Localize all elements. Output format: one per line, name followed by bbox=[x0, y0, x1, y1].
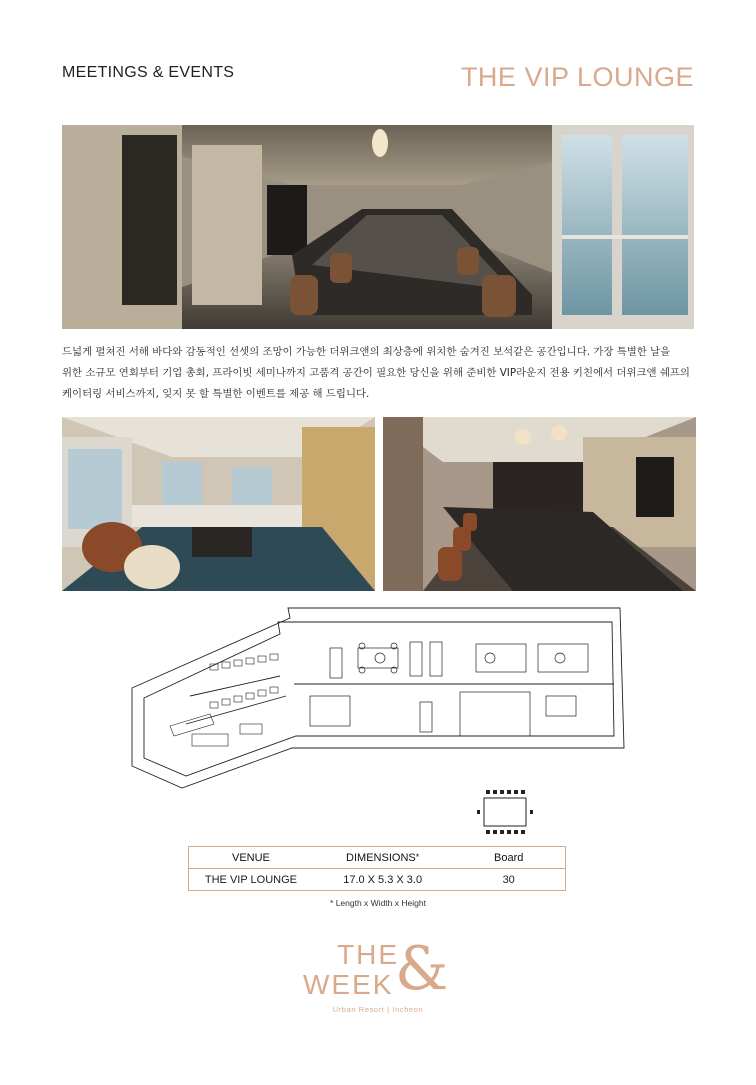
section-title: MEETINGS & EVENTS bbox=[62, 64, 235, 81]
dimensions-mark: * bbox=[415, 851, 420, 862]
logo-week: WEEK bbox=[303, 969, 394, 1000]
cell-dimensions: 17.0 X 5.3 X 3.0 bbox=[313, 869, 452, 891]
board-layout-icon bbox=[474, 788, 536, 836]
cell-board: 30 bbox=[452, 869, 565, 891]
venue-spec-table bbox=[188, 846, 566, 891]
brand-logo bbox=[0, 934, 756, 1006]
header-dimensions-label: DIMENSIONS bbox=[346, 851, 416, 864]
floor-plan bbox=[130, 606, 630, 791]
logo-ampersand: & bbox=[395, 934, 449, 1004]
description-line: 케이터링 서비스까지, 잊지 못 할 특별한 이벤트를 제공 해 드립니다. bbox=[62, 388, 370, 400]
header-venue: VENUE bbox=[189, 847, 313, 869]
table-header-row bbox=[189, 847, 566, 869]
logo-subtitle: Urban Resort | Incheon bbox=[332, 1005, 424, 1014]
hero-photo-lounge-dining bbox=[62, 125, 694, 329]
header-board: Board bbox=[452, 847, 565, 869]
venue-title: THE VIP LOUNGE bbox=[460, 62, 694, 92]
venue-description bbox=[62, 342, 696, 405]
header-dimensions bbox=[313, 847, 452, 869]
logo-the: THE bbox=[337, 939, 399, 970]
table-row bbox=[189, 869, 566, 891]
photo-dining-bar bbox=[383, 417, 696, 591]
photo-lounge-seating bbox=[62, 417, 375, 591]
dimensions-footnote: * Length x Width x Height bbox=[330, 898, 426, 908]
cell-venue: THE VIP LOUNGE bbox=[189, 869, 313, 891]
description-line: 위한 소규모 연회부터 기업 총회, 프라이빗 세미나까지 고품격 공간이 필요한 당신을 위해 준비한 VIP라운지 전용 키친에서 더위크앤 쉐프의 bbox=[62, 367, 690, 379]
description-line: 드넓게 펼쳐진 서해 바다와 감동적인 선셋의 조망이 가능한 더위크앤의 최상층에 위치한 숨겨진 보석같은 공간입니다. 가장 특별한 날을 bbox=[62, 346, 671, 358]
